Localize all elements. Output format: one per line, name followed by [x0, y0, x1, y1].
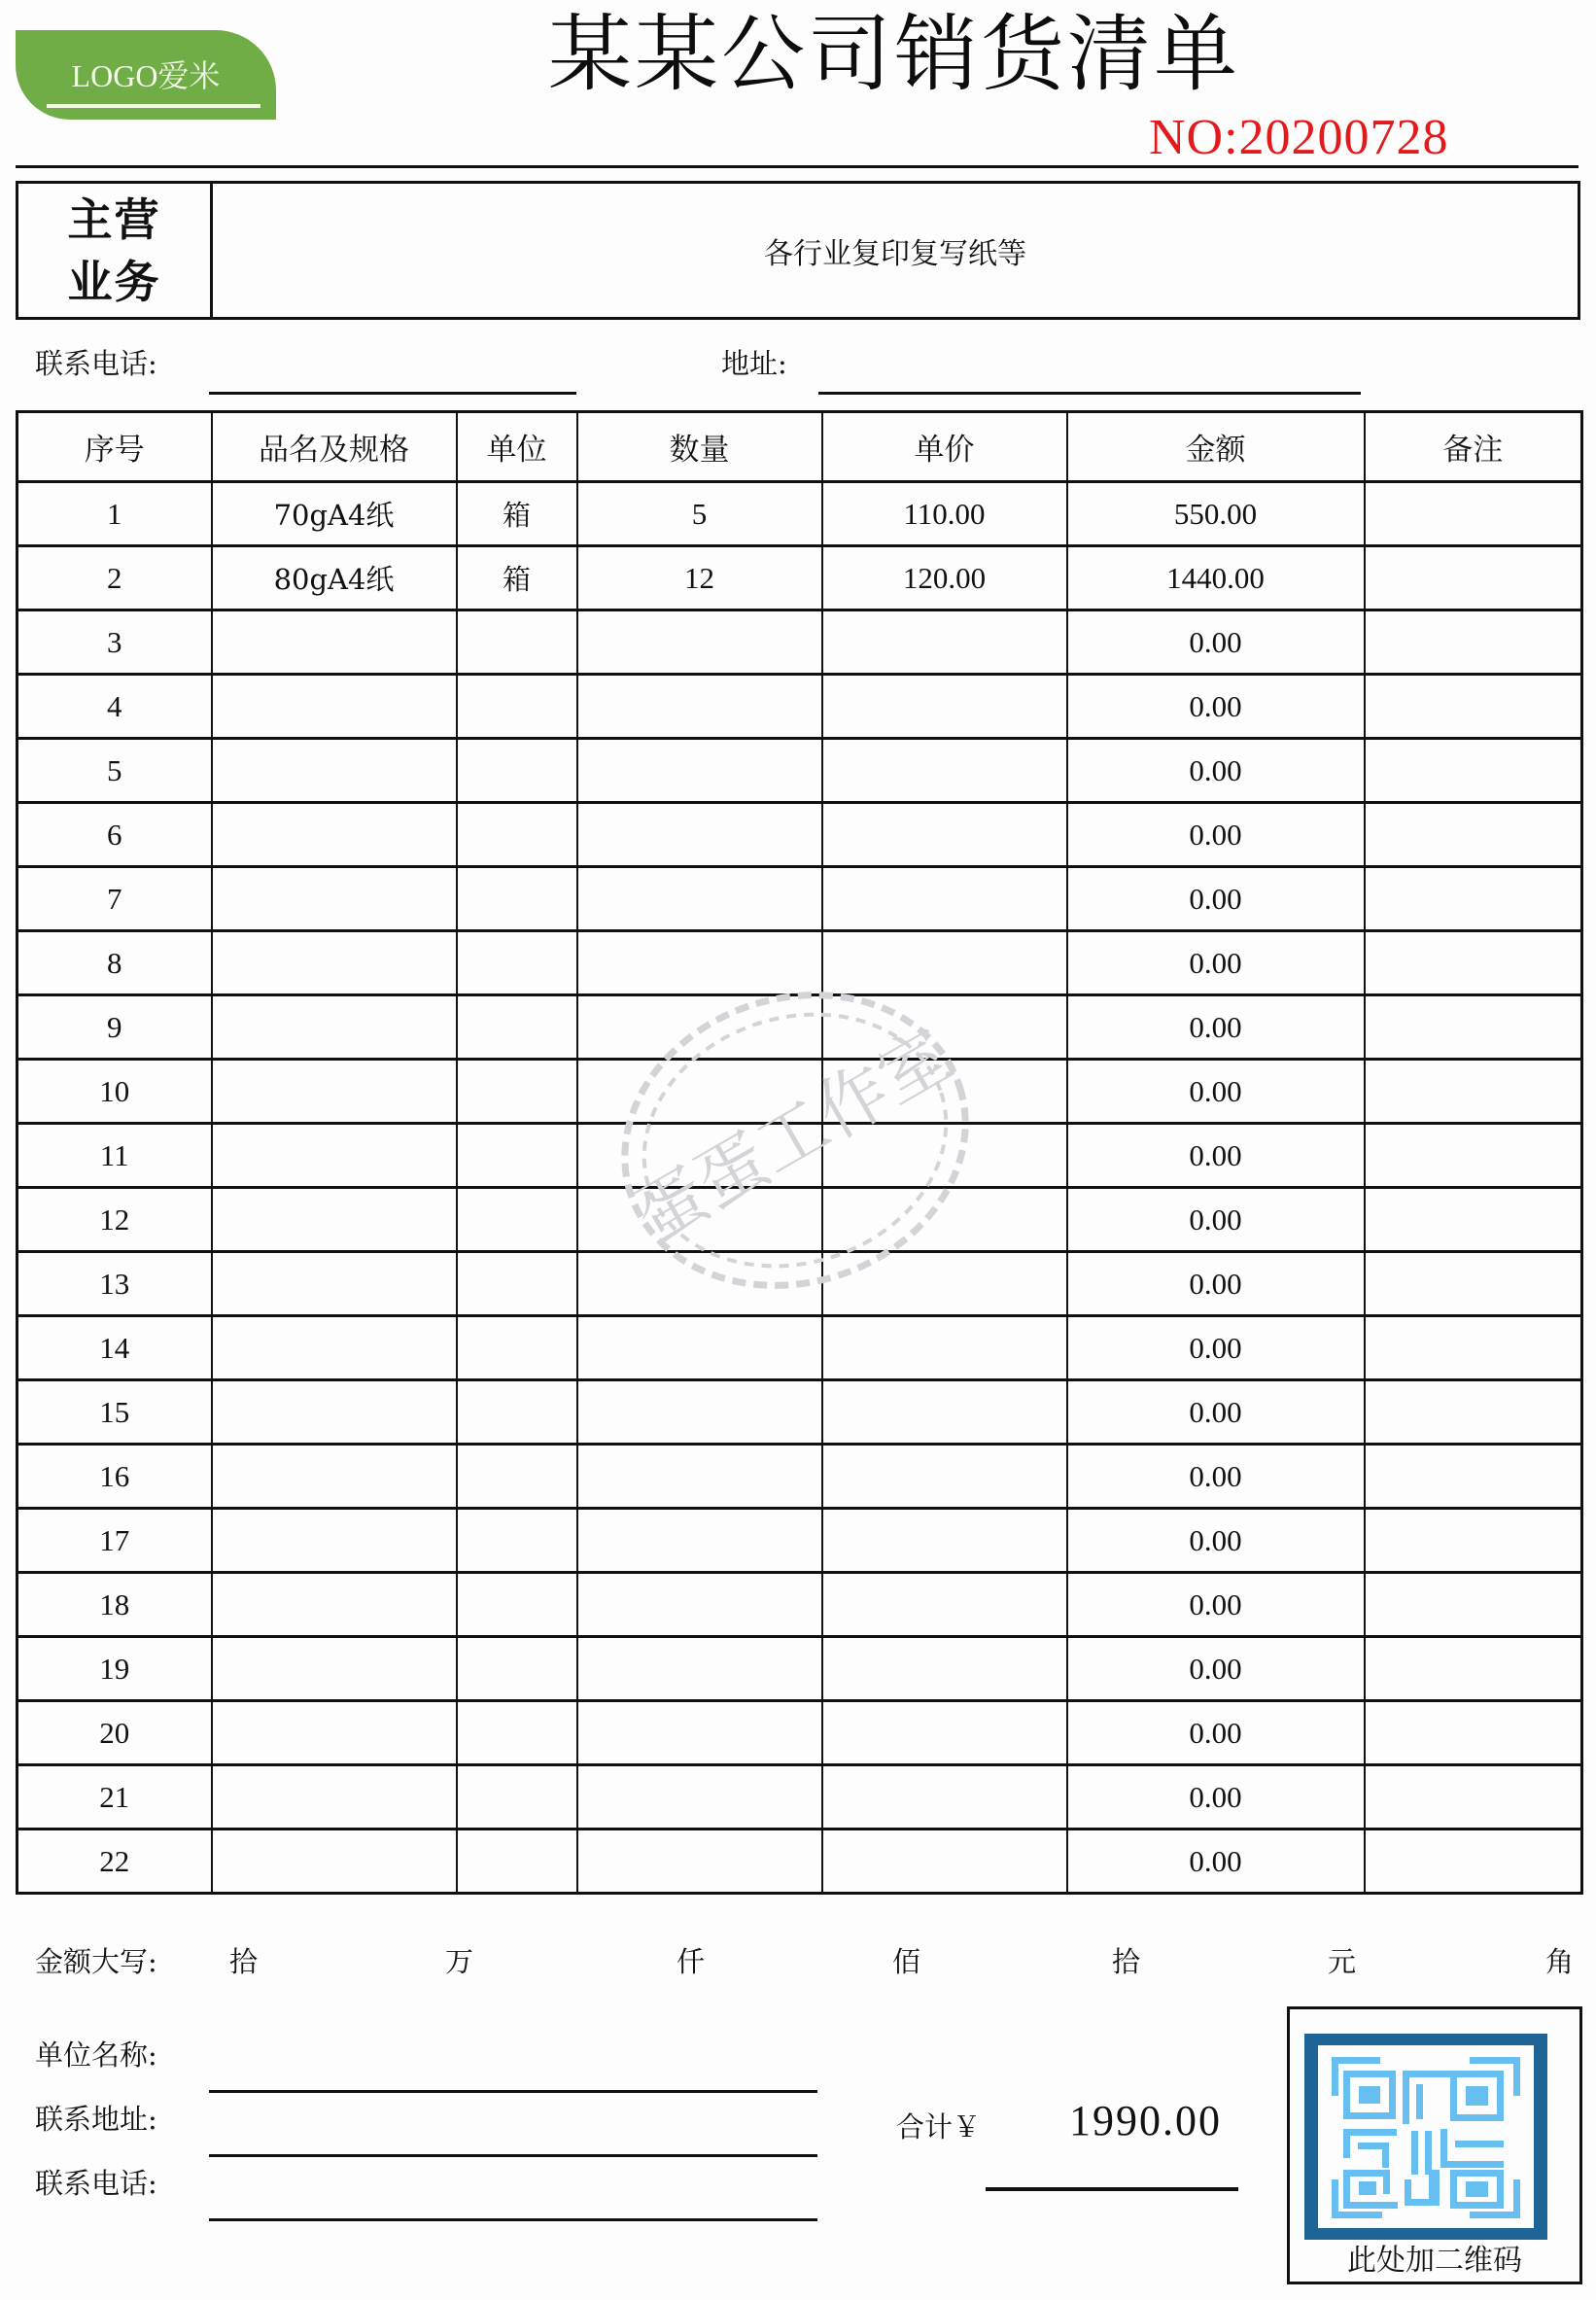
- cell-amount: 0.00: [1067, 1124, 1365, 1188]
- cell-amount: 0.00: [1067, 675, 1365, 739]
- cell-name[interactable]: [212, 1445, 457, 1509]
- column-header-no: 序号: [17, 412, 212, 482]
- cell-no: 14: [17, 1316, 212, 1380]
- cell-no: 1: [17, 482, 212, 546]
- cell-note[interactable]: [1365, 1701, 1582, 1765]
- cell-qty[interactable]: [577, 610, 822, 675]
- contact-phone-underline: [209, 392, 576, 395]
- cell-name[interactable]: [212, 610, 457, 675]
- capital-unit-shi[interactable]: 拾: [1112, 1945, 1141, 1978]
- table-row: [17, 739, 1582, 803]
- cell-unit[interactable]: [457, 1188, 577, 1252]
- title-divider: [16, 165, 1579, 168]
- cell-unit[interactable]: [457, 739, 577, 803]
- table-row: [17, 1445, 1582, 1509]
- cell-no: 2: [17, 546, 212, 610]
- cell-amount: 0.00: [1067, 1701, 1365, 1765]
- qr-code-caption: 此处加二维码: [1347, 2244, 1522, 2278]
- table-row: [17, 1252, 1582, 1316]
- cell-note[interactable]: [1365, 1445, 1582, 1509]
- qr-code-box: [1287, 2006, 1582, 2284]
- cell-name[interactable]: [212, 803, 457, 867]
- cell-note[interactable]: [1365, 803, 1582, 867]
- qr-code-icon: [1304, 2034, 1547, 2240]
- main-business-value[interactable]: 各行业复印复写纸等: [764, 236, 1026, 271]
- cell-no: 13: [17, 1252, 212, 1316]
- cell-qty[interactable]: 12: [577, 546, 822, 610]
- cell-name[interactable]: [212, 1188, 457, 1252]
- cell-qty[interactable]: [577, 1765, 822, 1830]
- cell-amount: 0.00: [1067, 1830, 1365, 1894]
- cell-no: 19: [17, 1637, 212, 1701]
- cell-unit[interactable]: [457, 1573, 577, 1637]
- cell-name[interactable]: [212, 1252, 457, 1316]
- table-row: [17, 675, 1582, 739]
- logo-underline: [47, 104, 260, 108]
- cell-unit[interactable]: [457, 675, 577, 739]
- footer-phone-field[interactable]: [209, 2218, 817, 2221]
- total-underline: [986, 2187, 1238, 2191]
- total-label: 合计￥: [896, 2110, 982, 2143]
- cell-price[interactable]: [822, 803, 1067, 867]
- cell-price[interactable]: [822, 1252, 1067, 1316]
- cell-amount: 550.00: [1067, 482, 1365, 546]
- table-header-row: [17, 412, 1582, 482]
- cell-amount: 0.00: [1067, 995, 1365, 1060]
- cell-qty[interactable]: [577, 1637, 822, 1701]
- cell-amount: 0.00: [1067, 739, 1365, 803]
- cell-amount: 1440.00: [1067, 546, 1365, 610]
- cell-unit[interactable]: 箱: [457, 546, 577, 610]
- column-header-qty: 数量: [577, 412, 822, 482]
- table-row: [17, 610, 1582, 675]
- cell-no: 17: [17, 1509, 212, 1573]
- cell-no: 6: [17, 803, 212, 867]
- cell-qty[interactable]: [577, 1252, 822, 1316]
- cell-amount: 0.00: [1067, 610, 1365, 675]
- cell-price[interactable]: [822, 1060, 1067, 1124]
- cell-price[interactable]: [822, 1637, 1067, 1701]
- cell-no: 8: [17, 931, 212, 995]
- cell-no: 15: [17, 1380, 212, 1445]
- cell-amount: 0.00: [1067, 1509, 1365, 1573]
- cell-note[interactable]: [1365, 546, 1582, 610]
- cell-qty[interactable]: [577, 1573, 822, 1637]
- table-row: [17, 1060, 1582, 1124]
- cell-note[interactable]: [1365, 867, 1582, 931]
- cell-unit[interactable]: [457, 610, 577, 675]
- cell-price[interactable]: [822, 1573, 1067, 1637]
- cell-no: 4: [17, 675, 212, 739]
- cell-note[interactable]: [1365, 610, 1582, 675]
- cell-no: 21: [17, 1765, 212, 1830]
- address-underline: [818, 392, 1361, 395]
- cell-price[interactable]: [822, 1445, 1067, 1509]
- column-header-amount: 金额: [1067, 412, 1365, 482]
- table-row: [17, 867, 1582, 931]
- cell-amount: 0.00: [1067, 1765, 1365, 1830]
- cell-name[interactable]: [212, 931, 457, 995]
- capital-unit-jiao[interactable]: 角: [1545, 1945, 1575, 1978]
- company-name-field[interactable]: [209, 2090, 817, 2093]
- table-row: [17, 1188, 1582, 1252]
- cell-name[interactable]: 70gA4纸: [212, 482, 457, 546]
- cell-price[interactable]: 110.00: [822, 482, 1067, 546]
- cell-qty[interactable]: [577, 867, 822, 931]
- cell-unit[interactable]: [457, 1830, 577, 1894]
- cell-name[interactable]: 80gA4纸: [212, 546, 457, 610]
- cell-unit[interactable]: [457, 1252, 577, 1316]
- sales-table: [16, 410, 1583, 1895]
- main-business-box: [16, 181, 1580, 320]
- cell-note[interactable]: [1365, 931, 1582, 995]
- cell-note[interactable]: [1365, 1830, 1582, 1894]
- cell-qty[interactable]: 5: [577, 482, 822, 546]
- cell-amount: 0.00: [1067, 1445, 1365, 1509]
- cell-unit[interactable]: [457, 1316, 577, 1380]
- contact-address-label: 联系地址:: [35, 2103, 157, 2136]
- cell-amount: 0.00: [1067, 1380, 1365, 1445]
- table-row: [17, 931, 1582, 995]
- contact-address-field[interactable]: [209, 2154, 817, 2157]
- cell-qty[interactable]: [577, 1124, 822, 1188]
- cell-note[interactable]: [1365, 675, 1582, 739]
- cell-qty[interactable]: [577, 931, 822, 995]
- document-title: 某某公司销货清单: [548, 6, 1240, 103]
- cell-qty[interactable]: [577, 1316, 822, 1380]
- cell-note[interactable]: [1365, 1765, 1582, 1830]
- cell-name[interactable]: [212, 739, 457, 803]
- cell-price[interactable]: [822, 675, 1067, 739]
- cell-amount: 0.00: [1067, 1573, 1365, 1637]
- column-header-note: 备注: [1365, 412, 1582, 482]
- column-header-name: 品名及规格: [212, 412, 457, 482]
- cell-no: 10: [17, 1060, 212, 1124]
- cell-name[interactable]: [212, 1060, 457, 1124]
- cell-unit[interactable]: [457, 1701, 577, 1765]
- table-row: [17, 482, 1582, 546]
- address-label: 地址:: [721, 347, 787, 380]
- cell-no: 16: [17, 1445, 212, 1509]
- capital-unit-shi-wan[interactable]: 拾: [229, 1945, 259, 1978]
- logo-text: LOGO爱米: [71, 58, 221, 93]
- cell-unit[interactable]: [457, 867, 577, 931]
- table-row: [17, 1830, 1582, 1894]
- cell-unit[interactable]: [457, 1765, 577, 1830]
- cell-no: 12: [17, 1188, 212, 1252]
- cell-note[interactable]: [1365, 1316, 1582, 1380]
- cell-no: 7: [17, 867, 212, 931]
- company-name-label: 单位名称:: [35, 2039, 157, 2072]
- table-row: [17, 546, 1582, 610]
- capital-unit-yuan[interactable]: 元: [1328, 1945, 1357, 1978]
- cell-amount: 0.00: [1067, 1316, 1365, 1380]
- cell-note[interactable]: [1365, 1509, 1582, 1573]
- cell-name[interactable]: [212, 1830, 457, 1894]
- cell-price[interactable]: [822, 867, 1067, 931]
- cell-name[interactable]: [212, 1765, 457, 1830]
- main-business-label: [18, 184, 213, 317]
- cell-price[interactable]: [822, 931, 1067, 995]
- cell-no: 3: [17, 610, 212, 675]
- cell-note[interactable]: [1365, 995, 1582, 1060]
- cell-name[interactable]: [212, 1701, 457, 1765]
- cell-amount: 0.00: [1067, 1637, 1365, 1701]
- cell-name[interactable]: [212, 1573, 457, 1637]
- cell-price[interactable]: [822, 1765, 1067, 1830]
- cell-note[interactable]: [1365, 1124, 1582, 1188]
- cell-amount: 0.00: [1067, 1252, 1365, 1316]
- cell-price[interactable]: [822, 1124, 1067, 1188]
- cell-note[interactable]: [1365, 1573, 1582, 1637]
- main-business-label-line2: 业务: [67, 255, 161, 308]
- cell-qty[interactable]: [577, 1060, 822, 1124]
- cell-name[interactable]: [212, 995, 457, 1060]
- cell-note[interactable]: [1365, 1252, 1582, 1316]
- table-row: [17, 1701, 1582, 1765]
- table-row: [17, 1573, 1582, 1637]
- cell-no: 18: [17, 1573, 212, 1637]
- cell-no: 20: [17, 1701, 212, 1765]
- cell-price[interactable]: [822, 1380, 1067, 1445]
- cell-unit[interactable]: [457, 1060, 577, 1124]
- cell-qty[interactable]: [577, 739, 822, 803]
- cell-name[interactable]: [212, 1124, 457, 1188]
- cell-qty[interactable]: [577, 1445, 822, 1509]
- cell-no: 9: [17, 995, 212, 1060]
- cell-name[interactable]: [212, 1637, 457, 1701]
- cell-unit[interactable]: [457, 931, 577, 995]
- cell-price[interactable]: [822, 1509, 1067, 1573]
- cell-unit[interactable]: [457, 1124, 577, 1188]
- cell-amount: 0.00: [1067, 867, 1365, 931]
- watermark-text: 蛋蛋工作室: [620, 1013, 965, 1260]
- cell-amount: 0.00: [1067, 931, 1365, 995]
- cell-unit[interactable]: [457, 1445, 577, 1509]
- table-row: [17, 1765, 1582, 1830]
- cell-qty[interactable]: [577, 803, 822, 867]
- cell-price[interactable]: [822, 995, 1067, 1060]
- table-row: [17, 1124, 1582, 1188]
- cell-note[interactable]: [1365, 1060, 1582, 1124]
- cell-qty[interactable]: [577, 995, 822, 1060]
- cell-unit[interactable]: [457, 1509, 577, 1573]
- cell-name[interactable]: [212, 1509, 457, 1573]
- capital-unit-qian[interactable]: 仟: [677, 1945, 706, 1978]
- cell-price[interactable]: [822, 1701, 1067, 1765]
- cell-amount: 0.00: [1067, 1188, 1365, 1252]
- cell-qty[interactable]: [577, 1830, 822, 1894]
- cell-no: 5: [17, 739, 212, 803]
- company-logo: [16, 30, 276, 120]
- cell-note[interactable]: [1365, 1188, 1582, 1252]
- cell-amount: 0.00: [1067, 1060, 1365, 1124]
- cell-price[interactable]: [822, 610, 1067, 675]
- column-header-unit: 单位: [457, 412, 577, 482]
- cell-note[interactable]: [1365, 739, 1582, 803]
- cell-unit[interactable]: [457, 1637, 577, 1701]
- cell-qty[interactable]: [577, 675, 822, 739]
- footer-phone-label: 联系电话:: [35, 2167, 157, 2200]
- main-business-label-line1: 主营: [67, 192, 161, 246]
- cell-unit[interactable]: 箱: [457, 482, 577, 546]
- table-row: [17, 1380, 1582, 1445]
- table-row: [17, 803, 1582, 867]
- cell-price[interactable]: 120.00: [822, 546, 1067, 610]
- cell-price[interactable]: [822, 1316, 1067, 1380]
- cell-qty[interactable]: [577, 1701, 822, 1765]
- cell-name[interactable]: [212, 1316, 457, 1380]
- cell-unit[interactable]: [457, 1380, 577, 1445]
- cell-note[interactable]: [1365, 1380, 1582, 1445]
- cell-note[interactable]: [1365, 482, 1582, 546]
- cell-unit[interactable]: [457, 803, 577, 867]
- capital-unit-wan[interactable]: 万: [445, 1945, 474, 1978]
- capital-unit-bai[interactable]: 佰: [892, 1945, 921, 1978]
- capital-amount-label: 金额大写:: [35, 1945, 157, 1978]
- table-row: [17, 1509, 1582, 1573]
- cell-price[interactable]: [822, 1188, 1067, 1252]
- cell-name[interactable]: [212, 1380, 457, 1445]
- table-row: [17, 1316, 1582, 1380]
- cell-price[interactable]: [822, 1830, 1067, 1894]
- serial-number: NO:20200728: [1149, 110, 1449, 165]
- table-row: [17, 995, 1582, 1060]
- cell-unit[interactable]: [457, 995, 577, 1060]
- cell-qty[interactable]: [577, 1380, 822, 1445]
- cell-amount: 0.00: [1067, 803, 1365, 867]
- total-value: 1990.00: [1069, 2097, 1222, 2144]
- contact-phone-label: 联系电话:: [35, 347, 157, 380]
- table-row: [17, 1637, 1582, 1701]
- cell-price[interactable]: [822, 739, 1067, 803]
- cell-qty[interactable]: [577, 1509, 822, 1573]
- cell-qty[interactable]: [577, 1188, 822, 1252]
- cell-name[interactable]: [212, 675, 457, 739]
- cell-no: 22: [17, 1830, 212, 1894]
- cell-no: 11: [17, 1124, 212, 1188]
- column-header-price: 单价: [822, 412, 1067, 482]
- cell-note[interactable]: [1365, 1637, 1582, 1701]
- cell-name[interactable]: [212, 867, 457, 931]
